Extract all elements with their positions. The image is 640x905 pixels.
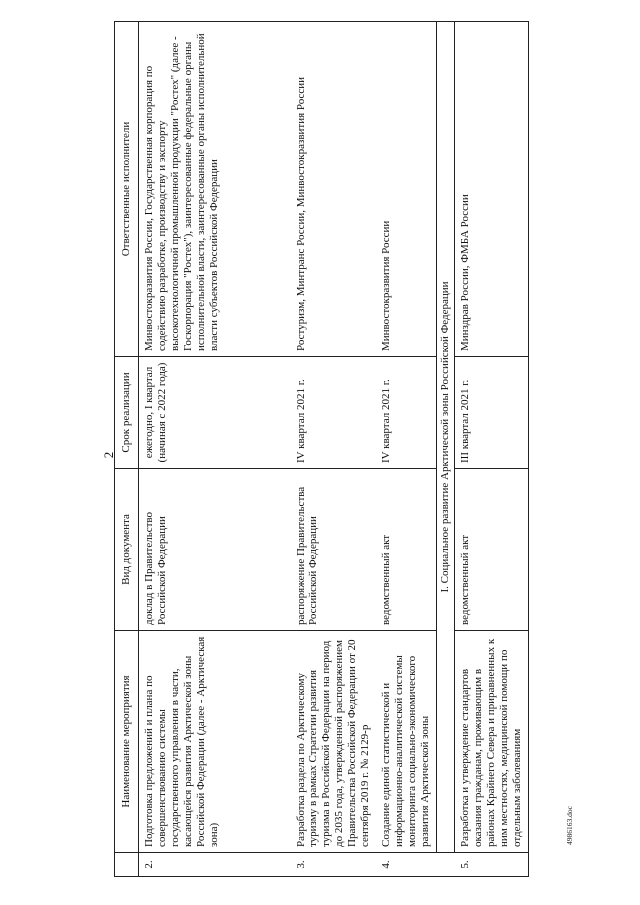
- row-deadline: ежегодно, I квартал (начиная с 2022 года): [139, 357, 291, 469]
- table-header-row: [115, 22, 139, 877]
- row-document-type: ведомственный акт: [376, 469, 436, 631]
- row-action-name: Создание единой статистической и информационно-аналитической системы мониторинга социально-экономического развития Арктической зоны: [376, 631, 436, 853]
- header-num: [115, 853, 139, 877]
- row-number: 5.: [455, 853, 529, 877]
- section-title: I. Социальное развитие Арктической зоны Российской Федерации: [437, 22, 455, 853]
- row-action-name: Разработка и утверждение стандартов оказания гражданам, проживающим в районах Крайнего Севера и приравненных к ним местностях, медицинской помощи по отдельным заболеваниям: [455, 631, 529, 853]
- section-row: [437, 22, 455, 877]
- table-row: [139, 22, 291, 877]
- document-code: 4986163.doc: [565, 806, 574, 845]
- row-number: 2.: [139, 853, 291, 877]
- header-term: Срок реализации: [115, 357, 139, 469]
- table-row: [376, 22, 436, 877]
- row-number: 3.: [291, 853, 377, 877]
- rotated-table-container: [114, 22, 620, 877]
- row-deadline: III квартал 2021 г.: [455, 357, 529, 469]
- row-deadline: IV квартал 2021 г.: [376, 357, 436, 469]
- row-responsible: Минвостокразвития России: [376, 22, 436, 357]
- header-doc: Вид документа: [115, 469, 139, 631]
- row-document-type: доклад в Правительство Российской Федерации: [139, 469, 291, 631]
- header-name: Наименование мероприятия: [115, 631, 139, 853]
- row-responsible: Ростуризм, Минтранс России, Минвостокразвития России: [291, 22, 377, 357]
- row-action-name: Разработка раздела по Арктическому туризму в рамках Стратегии развития туризма в Российской Федерации на период до 2035 года, утвержденной распоряжением Правительства Российской Федерации от 20 сентября 2019 г. № 2129-р: [291, 631, 377, 853]
- action-plan-table: [114, 21, 529, 877]
- row-document-type: ведомственный акт: [455, 469, 529, 631]
- header-responsible: Ответственные исполнители: [115, 22, 139, 357]
- row-deadline: IV квартал 2021 г.: [291, 357, 377, 469]
- row-responsible: Минвостокразвития России, Государственная корпорация по содействию разработке, производству и экспорту высокотехнологичной промышленной продукции "Ростех" (далее - Госкорпорация "Ростех"), заинтересованные федеральные органы исполнительной власти, заинтересованные органы исполнительной власти субъектов Российской Федерации: [139, 22, 291, 357]
- table-row: [291, 22, 377, 877]
- row-document-type: распоряжение Правительства Российской Федерации: [291, 469, 377, 631]
- page-number: 2: [101, 451, 116, 459]
- table-row: [455, 22, 529, 877]
- row-action-name: Подготовка предложений и плана по совершенствованию системы государственного управления в части, касающейся развития Арктической зоны Российской Федерации (далее - Арктическая зона): [139, 631, 291, 853]
- row-number: 4.: [376, 853, 436, 877]
- row-responsible: Минздрав России, ФМБА России: [455, 22, 529, 357]
